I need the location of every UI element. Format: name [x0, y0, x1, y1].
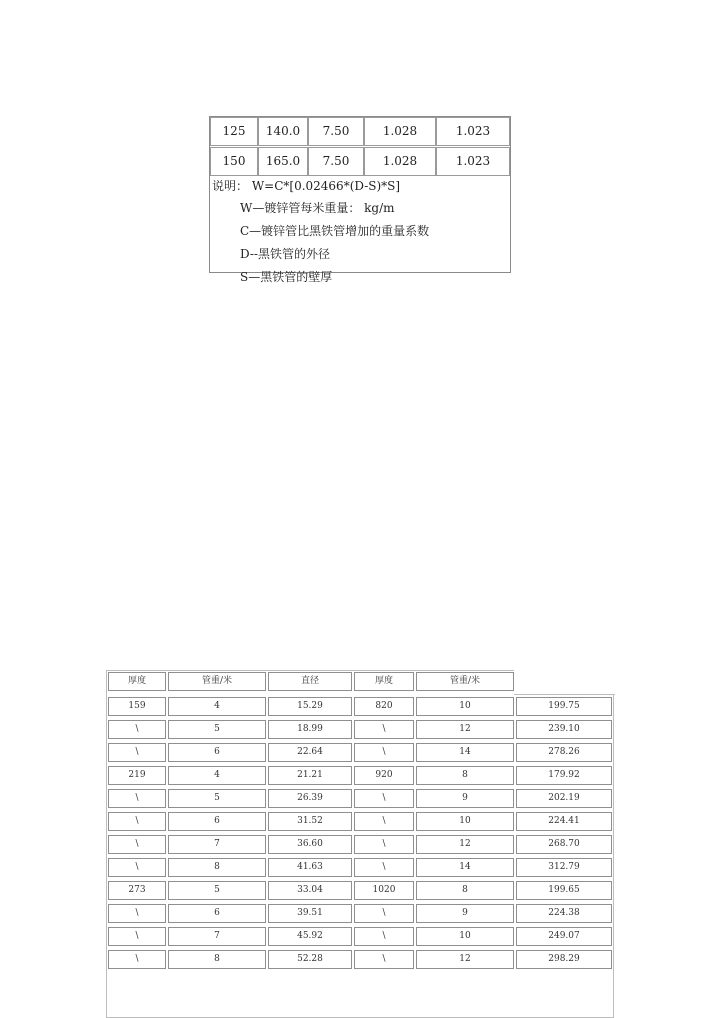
table-cell: 268.70	[516, 835, 612, 854]
table-cell: 179.92	[516, 766, 612, 785]
table-cell: 6	[168, 743, 266, 762]
table-cell: 14	[416, 858, 514, 877]
table-cell: 249.07	[516, 927, 612, 946]
column-header: 厚度	[108, 672, 166, 691]
table-cell: 1.023	[436, 117, 510, 146]
note-w: W—镀锌管每米重量： kg/m	[240, 201, 395, 215]
table-cell: 1.028	[364, 147, 436, 176]
table-cell: 5	[168, 881, 266, 900]
table-cell: 1020	[354, 881, 414, 900]
table-cell: 31.52	[268, 812, 352, 831]
table-cell: 39.51	[268, 904, 352, 923]
table-cell: \	[354, 835, 414, 854]
table-cell: \	[354, 789, 414, 808]
note-s: S—黑铁管的壁厚	[240, 270, 333, 284]
table-cell: 4	[168, 766, 266, 785]
table-cell: 36.60	[268, 835, 352, 854]
table-cell: \	[108, 835, 166, 854]
table-cell: 7	[168, 927, 266, 946]
table-cell: 224.38	[516, 904, 612, 923]
table-cell: 273	[108, 881, 166, 900]
note-c: C—镀锌管比黑铁管增加的重量系数	[240, 224, 430, 238]
table-cell: 26.39	[268, 789, 352, 808]
table-cell: 239.10	[516, 720, 612, 739]
table-cell: 12	[416, 950, 514, 969]
table-frame-notch	[514, 669, 615, 695]
table-cell: \	[108, 812, 166, 831]
table-cell: 41.63	[268, 858, 352, 877]
table-cell: 140.0	[258, 117, 308, 146]
table-cell: 1.023	[436, 147, 510, 176]
table-cell: 219	[108, 766, 166, 785]
table-cell: \	[354, 720, 414, 739]
table-cell: 199.65	[516, 881, 612, 900]
table-cell: 150	[210, 147, 258, 176]
table-cell: 1.028	[364, 117, 436, 146]
table-cell: 7.50	[308, 117, 364, 146]
column-header: 管重/米	[416, 672, 514, 691]
table-cell: 12	[416, 835, 514, 854]
table-cell: 9	[416, 789, 514, 808]
table-cell: \	[108, 858, 166, 877]
table-cell: 298.29	[516, 950, 612, 969]
table-cell: \	[354, 743, 414, 762]
weight-table-bottom	[106, 670, 614, 1018]
table-cell: 52.28	[268, 950, 352, 969]
table-cell: 14	[416, 743, 514, 762]
note-formula: 说明： W=C*[0.02466*(D-S)*S]	[212, 179, 401, 193]
column-header: 直径	[268, 672, 352, 691]
table-cell: 8	[416, 766, 514, 785]
table-cell: 199.75	[516, 697, 612, 716]
table-cell: 8	[416, 881, 514, 900]
table-cell: 125	[210, 117, 258, 146]
table-cell: \	[108, 789, 166, 808]
table-cell: 9	[416, 904, 514, 923]
table-cell: 5	[168, 789, 266, 808]
table-cell: 202.19	[516, 789, 612, 808]
table-cell: \	[108, 904, 166, 923]
table-cell: 7.50	[308, 147, 364, 176]
table-cell: \	[354, 858, 414, 877]
table-cell: 45.92	[268, 927, 352, 946]
table-cell: 4	[168, 697, 266, 716]
table-cell: 5	[168, 720, 266, 739]
table-cell: 278.26	[516, 743, 612, 762]
table-cell: 165.0	[258, 147, 308, 176]
table-cell: 15.29	[268, 697, 352, 716]
table-cell: 920	[354, 766, 414, 785]
table-cell: \	[108, 743, 166, 762]
table-cell: 18.99	[268, 720, 352, 739]
table-cell: 12	[416, 720, 514, 739]
table-cell: 10	[416, 697, 514, 716]
table-cell: 6	[168, 904, 266, 923]
table-cell: \	[354, 812, 414, 831]
table-cell: \	[354, 927, 414, 946]
table-cell: 224.41	[516, 812, 612, 831]
table-cell: 8	[168, 858, 266, 877]
table-cell: 7	[168, 835, 266, 854]
table-cell: \	[354, 950, 414, 969]
table-cell: 10	[416, 927, 514, 946]
table-cell: 22.64	[268, 743, 352, 762]
column-header: 管重/米	[168, 672, 266, 691]
table-cell: \	[108, 950, 166, 969]
table-cell: \	[108, 720, 166, 739]
table-cell: 8	[168, 950, 266, 969]
table-cell: 159	[108, 697, 166, 716]
column-header: 厚度	[354, 672, 414, 691]
table-cell: 21.21	[268, 766, 352, 785]
table-cell: 312.79	[516, 858, 612, 877]
weight-table-top	[209, 116, 511, 284]
table-cell: \	[354, 904, 414, 923]
table-cell: 820	[354, 697, 414, 716]
table-cell: \	[108, 927, 166, 946]
note-d: D--黑铁管的外径	[240, 247, 330, 261]
table-cell: 6	[168, 812, 266, 831]
table-cell: 33.04	[268, 881, 352, 900]
table-cell: 10	[416, 812, 514, 831]
